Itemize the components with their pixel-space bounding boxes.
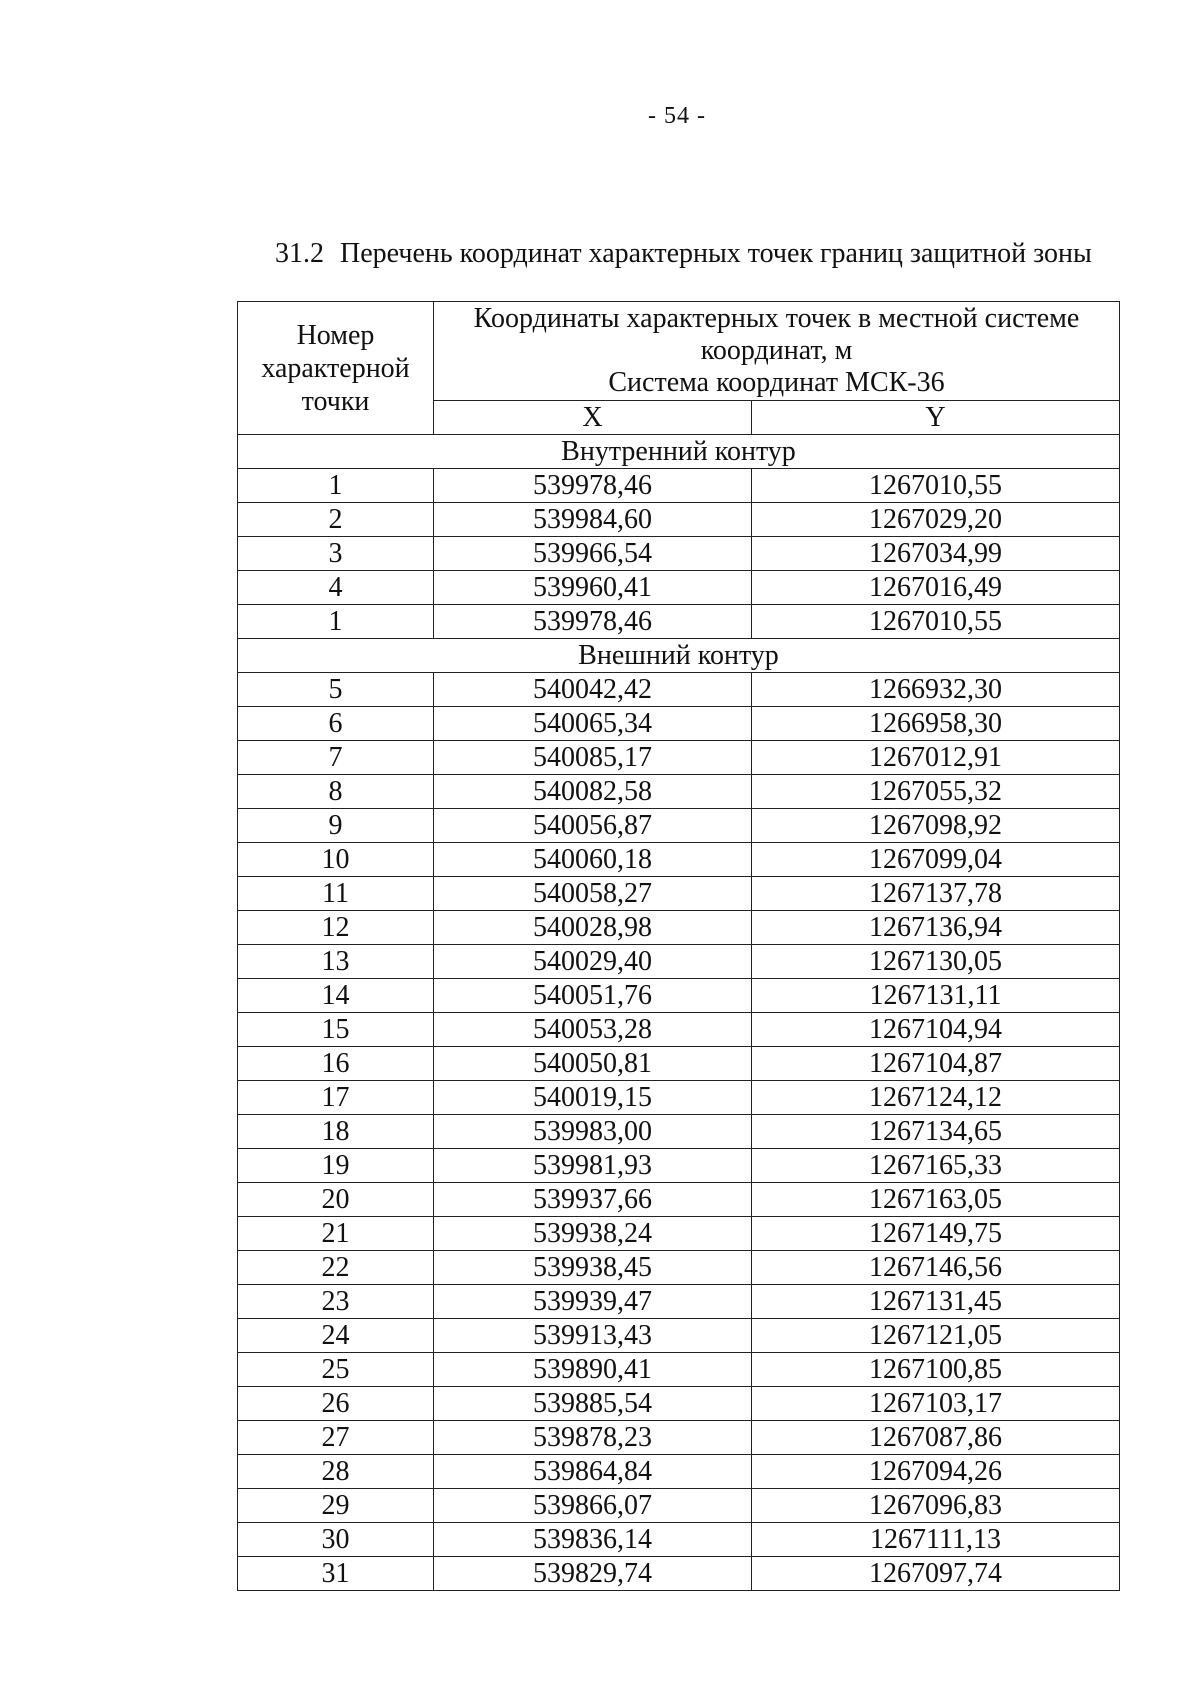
- point-number-cell: 4: [238, 571, 434, 605]
- x-coordinate-cell: 539890,41: [434, 1353, 752, 1387]
- point-number-cell: 28: [238, 1455, 434, 1489]
- table-row: [238, 1557, 1120, 1591]
- table-row: [238, 503, 1120, 537]
- y-coordinate-cell: 1267097,74: [752, 1557, 1120, 1591]
- y-coordinate-cell: 1267016,49: [752, 571, 1120, 605]
- y-coordinate-cell: 1267165,33: [752, 1149, 1120, 1183]
- table-row: [238, 809, 1120, 843]
- table-row: [238, 1013, 1120, 1047]
- coordinates-table: [237, 301, 1120, 1591]
- point-number-cell: 8: [238, 775, 434, 809]
- header-coordinate-system: Система координат МСК-36: [608, 367, 945, 398]
- table-row: [238, 1115, 1120, 1149]
- table-row: [238, 469, 1120, 503]
- y-coordinate-cell: 1267131,11: [752, 979, 1120, 1013]
- x-coordinate-cell: 540085,17: [434, 741, 752, 775]
- y-coordinate-cell: 1267094,26: [752, 1455, 1120, 1489]
- point-number-cell: 1: [238, 469, 434, 503]
- y-coordinate-cell: 1267103,17: [752, 1387, 1120, 1421]
- point-number-cell: 1: [238, 605, 434, 639]
- x-coordinate-cell: 539937,66: [434, 1183, 752, 1217]
- x-coordinate-cell: 539938,45: [434, 1251, 752, 1285]
- y-coordinate-cell: 1267104,94: [752, 1013, 1120, 1047]
- y-coordinate-cell: 1267098,92: [752, 809, 1120, 843]
- x-coordinate-cell: 540082,58: [434, 775, 752, 809]
- y-coordinate-cell: 1267029,20: [752, 503, 1120, 537]
- point-number-cell: 20: [238, 1183, 434, 1217]
- point-number-cell: 21: [238, 1217, 434, 1251]
- table-row: [238, 673, 1120, 707]
- section-row: [238, 435, 1120, 469]
- table-row: [238, 877, 1120, 911]
- y-coordinate-cell: 1267010,55: [752, 605, 1120, 639]
- y-coordinate-cell: 1267111,13: [752, 1523, 1120, 1557]
- table-row: [238, 1149, 1120, 1183]
- table-row: [238, 1319, 1120, 1353]
- point-number-cell: 26: [238, 1387, 434, 1421]
- x-coordinate-cell: 539939,47: [434, 1285, 752, 1319]
- y-coordinate-cell: 1267146,56: [752, 1251, 1120, 1285]
- section-number: 31.2: [275, 238, 324, 269]
- table-row: [238, 571, 1120, 605]
- table-row: [238, 537, 1120, 571]
- y-coordinate-cell: 1267034,99: [752, 537, 1120, 571]
- table-row: [238, 843, 1120, 877]
- x-coordinate-cell: 540051,76: [434, 979, 752, 1013]
- x-coordinate-cell: 539984,60: [434, 503, 752, 537]
- table-row: [238, 911, 1120, 945]
- table-row: [238, 707, 1120, 741]
- x-coordinate-cell: 540050,81: [434, 1047, 752, 1081]
- section-row: [238, 639, 1120, 673]
- point-number-cell: 2: [238, 503, 434, 537]
- table-row: [238, 1421, 1120, 1455]
- page-number: - 54 -: [648, 103, 706, 129]
- x-coordinate-cell: 539981,93: [434, 1149, 752, 1183]
- x-coordinate-cell: 539983,00: [434, 1115, 752, 1149]
- table-header: [238, 302, 1120, 435]
- point-number-cell: 31: [238, 1557, 434, 1591]
- point-number-cell: 24: [238, 1319, 434, 1353]
- x-coordinate-cell: 540053,28: [434, 1013, 752, 1047]
- point-number-cell: 18: [238, 1115, 434, 1149]
- point-number-cell: 23: [238, 1285, 434, 1319]
- point-number-cell: 14: [238, 979, 434, 1013]
- x-coordinate-cell: 540058,27: [434, 877, 752, 911]
- point-number-cell: 25: [238, 1353, 434, 1387]
- x-coordinate-cell: 540056,87: [434, 809, 752, 843]
- table-row: [238, 979, 1120, 1013]
- y-coordinate-cell: 1267096,83: [752, 1489, 1120, 1523]
- y-coordinate-cell: 1267104,87: [752, 1047, 1120, 1081]
- x-coordinate-cell: 539978,46: [434, 605, 752, 639]
- x-coordinate-cell: 539978,46: [434, 469, 752, 503]
- point-number-cell: 12: [238, 911, 434, 945]
- y-coordinate-cell: 1267087,86: [752, 1421, 1120, 1455]
- point-number-cell: 11: [238, 877, 434, 911]
- table-row: [238, 1489, 1120, 1523]
- table-row: [238, 1285, 1120, 1319]
- x-coordinate-cell: 540065,34: [434, 707, 752, 741]
- x-coordinate-cell: 539878,23: [434, 1421, 752, 1455]
- y-coordinate-cell: 1267099,04: [752, 843, 1120, 877]
- table-row: [238, 741, 1120, 775]
- y-coordinate-cell: 1267149,75: [752, 1217, 1120, 1251]
- point-number-cell: 5: [238, 673, 434, 707]
- point-number-cell: 30: [238, 1523, 434, 1557]
- y-coordinate-cell: 1267121,05: [752, 1319, 1120, 1353]
- x-coordinate-cell: 540028,98: [434, 911, 752, 945]
- point-number-cell: 6: [238, 707, 434, 741]
- y-coordinate-cell: 1267136,94: [752, 911, 1120, 945]
- header-point-number: Номер характерной точки: [238, 302, 434, 435]
- header-coordinates-desc: Координаты характерных точек в местной системе координат, м: [473, 303, 1080, 366]
- header-coordinates: [434, 302, 1120, 401]
- point-number-cell: 10: [238, 843, 434, 877]
- y-coordinate-cell: 1267163,05: [752, 1183, 1120, 1217]
- point-number-cell: 7: [238, 741, 434, 775]
- table-row: [238, 775, 1120, 809]
- x-coordinate-cell: 539866,07: [434, 1489, 752, 1523]
- point-number-cell: 27: [238, 1421, 434, 1455]
- x-coordinate-cell: 540060,18: [434, 843, 752, 877]
- table-row: [238, 1353, 1120, 1387]
- x-coordinate-cell: 540019,15: [434, 1081, 752, 1115]
- header-x: X: [434, 401, 752, 435]
- x-coordinate-cell: 539913,43: [434, 1319, 752, 1353]
- header-y: Y: [752, 401, 1120, 435]
- x-coordinate-cell: 539829,74: [434, 1557, 752, 1591]
- point-number-cell: 9: [238, 809, 434, 843]
- y-coordinate-cell: 1267124,12: [752, 1081, 1120, 1115]
- x-coordinate-cell: 539836,14: [434, 1523, 752, 1557]
- point-number-cell: 15: [238, 1013, 434, 1047]
- table-row: [238, 1523, 1120, 1557]
- table-row: [238, 605, 1120, 639]
- y-coordinate-cell: 1267131,45: [752, 1285, 1120, 1319]
- table-row: [238, 1081, 1120, 1115]
- x-coordinate-cell: 539966,54: [434, 537, 752, 571]
- y-coordinate-cell: 1266932,30: [752, 673, 1120, 707]
- point-number-cell: 19: [238, 1149, 434, 1183]
- section-title-cell: Внешний контур: [238, 639, 1120, 673]
- x-coordinate-cell: 539960,41: [434, 571, 752, 605]
- x-coordinate-cell: 539885,54: [434, 1387, 752, 1421]
- table-body: [238, 435, 1120, 1591]
- point-number-cell: 17: [238, 1081, 434, 1115]
- y-coordinate-cell: 1267134,65: [752, 1115, 1120, 1149]
- table-row: [238, 1047, 1120, 1081]
- y-coordinate-cell: 1267130,05: [752, 945, 1120, 979]
- x-coordinate-cell: 540029,40: [434, 945, 752, 979]
- point-number-cell: 29: [238, 1489, 434, 1523]
- point-number-cell: 13: [238, 945, 434, 979]
- table-row: [238, 1455, 1120, 1489]
- x-coordinate-cell: 539938,24: [434, 1217, 752, 1251]
- y-coordinate-cell: 1267010,55: [752, 469, 1120, 503]
- y-coordinate-cell: 1267137,78: [752, 877, 1120, 911]
- y-coordinate-cell: 1267012,91: [752, 741, 1120, 775]
- x-coordinate-cell: 539864,84: [434, 1455, 752, 1489]
- x-coordinate-cell: 540042,42: [434, 673, 752, 707]
- section-heading: [275, 238, 1092, 270]
- point-number-cell: 22: [238, 1251, 434, 1285]
- point-number-cell: 3: [238, 537, 434, 571]
- table-row: [238, 1217, 1120, 1251]
- section-title-cell: Внутренний контур: [238, 435, 1120, 469]
- table-row: [238, 945, 1120, 979]
- point-number-cell: 16: [238, 1047, 434, 1081]
- table-row: [238, 1387, 1120, 1421]
- section-title: Перечень координат характерных точек границ защитной зоны: [340, 238, 1092, 269]
- y-coordinate-cell: 1267100,85: [752, 1353, 1120, 1387]
- table-row: [238, 1251, 1120, 1285]
- table-row: [238, 1183, 1120, 1217]
- y-coordinate-cell: 1267055,32: [752, 775, 1120, 809]
- y-coordinate-cell: 1266958,30: [752, 707, 1120, 741]
